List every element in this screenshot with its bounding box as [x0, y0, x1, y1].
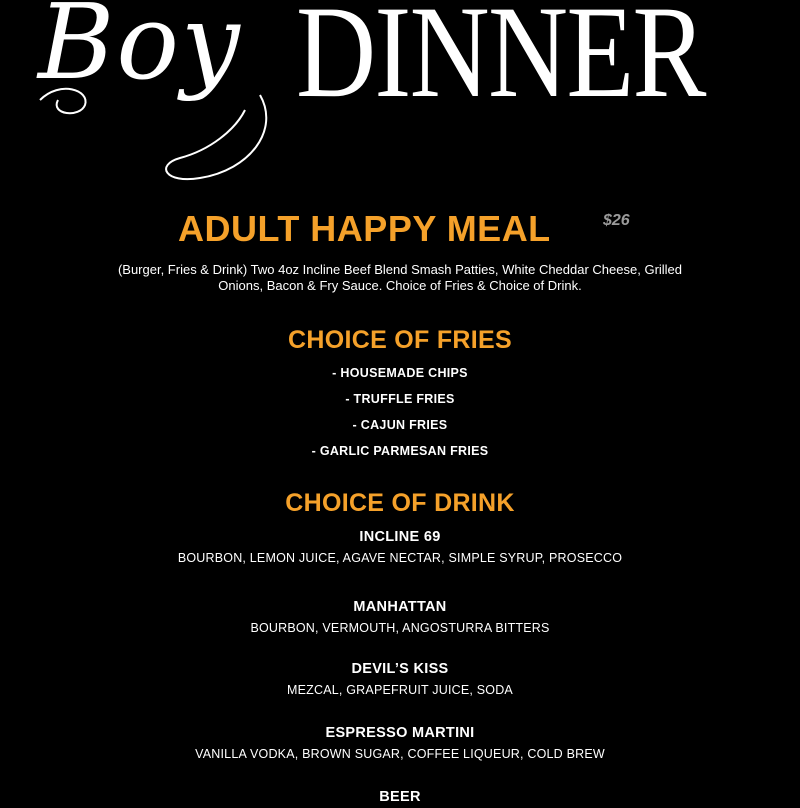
fries-item: - HOUSEMADE CHIPS: [332, 366, 468, 380]
fries-item: - GARLIC PARMESAN FRIES: [311, 444, 489, 458]
drink-item: [0, 724, 800, 788]
drink-name: DEVIL’S KISS: [351, 661, 449, 677]
drink-item: [0, 528, 800, 598]
drink-name: BEER: [379, 789, 421, 805]
drink-ingredients: MEZCAL, GRAPEFRUIT JUICE, SODA: [287, 683, 513, 697]
logo-script-text: Boy: [38, 0, 242, 103]
drink-ingredients: BOURBON, VERMOUTH, ANGOSTURRA BITTERS: [250, 621, 550, 635]
logo-caps-text: DINNER: [296, 0, 705, 125]
meal-price: $26: [603, 212, 630, 229]
drinks-list: [0, 528, 800, 808]
drink-item: [0, 788, 800, 808]
meal-title: ADULT HAPPY MEAL: [178, 208, 551, 249]
fries-section-title: CHOICE OF FRIES: [288, 326, 512, 354]
drink-name: MANHATTAN: [353, 599, 447, 615]
drink-item: [0, 598, 800, 660]
drink-name: INCLINE 69: [359, 529, 441, 545]
fries-list: [0, 364, 800, 468]
logo: [0, 0, 800, 195]
drink-name: ESPRESSO MARTINI: [325, 725, 475, 741]
drink-item: [0, 660, 800, 724]
drink-section-title: CHOICE OF DRINK: [285, 489, 515, 517]
fries-item: - CAJUN FRIES: [352, 418, 448, 432]
fries-item: - TRUFFLE FRIES: [345, 392, 455, 406]
meal-description: (Burger, Fries & Drink) Two 4oz Incline Beef Blend Smash Patties, White Cheddar Cheese, Grilled Onions, Bacon & Fry Sauce. Choice of Fries & Choice of Drink.: [117, 262, 683, 293]
meal-header: [0, 208, 800, 256]
drink-ingredients: VANILLA VODKA, BROWN SUGAR, COFFEE LIQUEUR, COLD BREW: [195, 747, 605, 761]
drink-ingredients: BOURBON, LEMON JUICE, AGAVE NECTAR, SIMPLE SYRUP, PROSECCO: [177, 551, 623, 565]
